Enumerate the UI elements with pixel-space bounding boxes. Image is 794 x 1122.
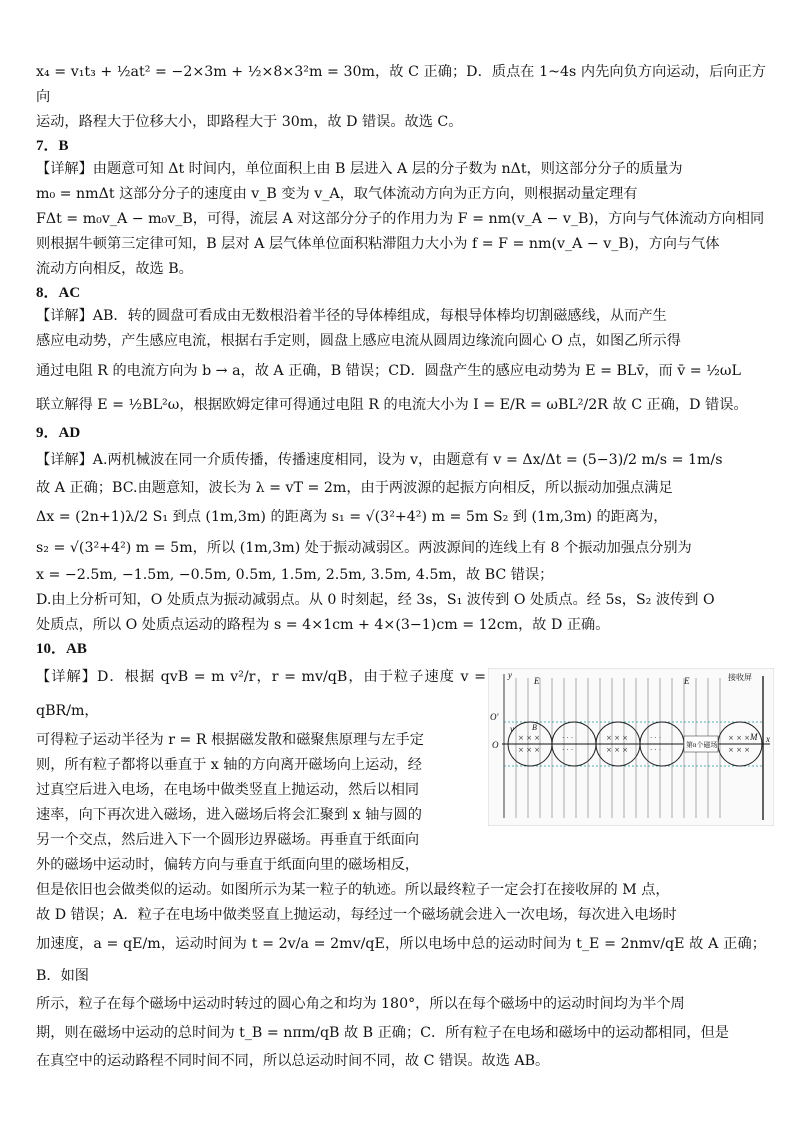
label-y: y (508, 670, 512, 680)
q10-line-h: 但是依旧也会做类似的运动。如图所示为某一粒子的轨迹。所以最终粒子一定会打在接收屏的 M 点， (36, 882, 670, 898)
svg-text:× × ×: × × × (518, 746, 541, 754)
svg-text:· · ·: · · · (650, 734, 662, 742)
svg-text:· · ·: · · · (562, 746, 574, 754)
q7-line-c: FΔt = m₀v_A − m₀v_B，可得，流层 A 对这部分分子的作用力为 F = nm(v_A − v_B)，方向与气体流动方向相同 (36, 211, 765, 227)
document-page (36, 60, 766, 1074)
label-screen: 接收屏 (728, 673, 752, 682)
label-e-left: E (534, 676, 540, 686)
q8-line-a: 【详解】AB．转的圆盘可看成由无数根沿着半径的导体棒组成，每根导体棒均切割磁感线，从而产生 (36, 308, 667, 324)
q10-line-c: 则，所有粒子都将以垂直于 x 轴的方向离开磁场向上运动，经 (36, 757, 422, 773)
label-m: M (750, 732, 758, 742)
q10-line-l: 期，则在磁场中运动的总时间为 t_B = nπm/qB 故 B 正确；C．所有粒子在电场和磁场中的运动都相同，但是 (36, 1025, 729, 1041)
svg-text:× × ×: × × × (606, 734, 629, 742)
q9-line-b: 故 A 正确；BC.由题意知，波长为 λ = vT = 2m，由于两波源的起振方向相反，所以振动加强点满足 (36, 480, 673, 496)
label-b: B (532, 723, 537, 732)
q10-line-m: 在真空中的运动路程不同时间不同，所以总运动时间不同，故 C 错误。故选 AB。 (36, 1053, 550, 1069)
q8-line-d: 联立解得 E = ½BL²ω，根据欧姆定律可得通过电阻 R 的电流大小为 I = E/R = ωBL²/2R 故 C 正确，D 错误。 (36, 397, 748, 413)
svg-text:· · ·: · · · (562, 734, 574, 742)
question-8-answer: 8．AC (36, 285, 81, 301)
line-2: 运动，路程大于位移大小，即路程大于 30m，故 D 错误。故选 C。 (36, 114, 463, 130)
q7-line-d: 则根据牛顿第三定律可知，B 层对 A 层气体单位面积粘滞阻力大小为 f = F = nm(v_A − v_B)，方向与气体 (36, 236, 720, 252)
label-o: O (492, 740, 499, 750)
q9-line-f: D.由上分析可知，O 处质点为振动减弱点。从 0 时刻起，经 3s，S₁ 波传到 O 处质点。经 5s，S₂ 波传到 O (36, 592, 715, 608)
label-v: v (510, 724, 514, 734)
figure-svg (488, 668, 774, 826)
svg-text:× × ×: × × × (518, 734, 541, 742)
q10-left-column (36, 660, 486, 878)
q10-line-k: 所示，粒子在每个磁场中运动时转过的圆心角之和均为 180°，所以在每个磁场中的运动时间均为半个周 (36, 996, 685, 1012)
q9-line-a: 【详解】A.两机械波在同一介质传播，传播速度相同，设为 v，由题意有 v = Δx/Δt = (5−3)/2 m/s = 1m/s (36, 452, 723, 468)
label-e-right: E (684, 676, 690, 686)
q10-line-j: 加速度，a = qE/m，运动时间为 t = 2v/a = 2mv/qE，所以电场中总的运动时间为 t_E = 2nmv/qE 故 A 正确；B．如图 (36, 936, 766, 984)
label-o-prime: O' (490, 712, 499, 722)
line-1: x₄ = v₁t₃ + ½at² = −2×3m + ½×8×3²m = 30m，故 C 正确；D．质点在 1~4s 内先向负方向运动，后向正方向 (36, 64, 766, 105)
q8-line-c: 通过电阻 R 的电流方向为 b → a，故 A 正确，B 错误；CD．圆盘产生的感应电动势为 E = BLv̄，而 v̄ = ½ωL (36, 363, 741, 379)
q9-line-d: s₂ = √(3²+4²) m = 5m，所以 (1m,3m) 处于振动减弱区。两波源间的连线上有 8 个振动加强点分别为 (36, 540, 692, 556)
q7-line-b: m₀ = nmΔt 这部分分子的速度由 v_B 变为 v_A，取气体流动方向为正方向，则根据动量定理有 (36, 186, 638, 202)
q8-line-b: 感应电动势，产生感应电流，根据右手定则，圆盘上感应电流从圆周边缘流向圆心 O 点，如图乙所示得 (36, 333, 681, 349)
question-9-answer: 9．AD (36, 425, 81, 441)
question-10-answer: 10．AB (36, 641, 87, 657)
svg-text:× × ×: × × × (728, 746, 751, 754)
magnetic-field-figure (488, 668, 774, 826)
label-nth-field: 第n个磁场 (686, 741, 718, 749)
q7-line-a: 【详解】由题意可知 Δt 时间内，单位面积上由 B 层进入 A 层的分子数为 nΔt，则这部分分子的质量为 (36, 161, 683, 177)
q9-line-c: Δx = (2n+1)λ/2 S₁ 到点 (1m,3m) 的距离为 s₁ = √(3²+4²) m = 5m S₂ 到 (1m,3m) 的距离为， (36, 509, 668, 525)
q10-line-b: 可得粒子运动半径为 r = R 根据磁发散和磁聚焦原理与左手定 (36, 732, 424, 748)
q7-line-e: 流动方向相反，故选 B。 (36, 261, 193, 277)
q10-line-e: 速率，向下再次进入磁场，进入磁场后将会汇聚到 x 轴与圆的 (36, 807, 422, 823)
q10-line-a: 【详解】D．根据 qvB = m v²/r，r = mv/qB，由于粒子速度 v = qBR/m， (36, 669, 486, 719)
q9-line-g: 处质点，所以 O 处质点运动的路程为 s = 4×1cm + 4×(3−1)cm = 12cm，故 D 正确。 (36, 617, 610, 633)
q10-line-f: 另一个交点，然后进入下一个圆形边界磁场。再垂直于纸面向 (36, 832, 420, 848)
q9-line-e: x = −2.5m, −1.5m, −0.5m, 0.5m, 1.5m, 2.5m, 3.5m, 4.5m，故 BC 错误； (36, 567, 554, 583)
q10-line-d: 过真空后进入电场，在电场中做类竖直上抛运动，然后以相同 (36, 782, 420, 798)
svg-text:× × ×: × × × (728, 734, 751, 742)
svg-text:· · ·: · · · (650, 746, 662, 754)
svg-text:× × ×: × × × (606, 746, 629, 754)
label-x: x (766, 734, 770, 744)
question-7-answer: 7．B (36, 138, 69, 154)
q10-line-g: 外的磁场中运动时，偏转方向与垂直于纸面向里的磁场相反， (36, 857, 420, 873)
q10-line-i: 故 D 错误；A．粒子在电场中做类竖直上抛运动，每经过一个磁场就会进入一次电场，每次进入电场时 (36, 907, 677, 923)
